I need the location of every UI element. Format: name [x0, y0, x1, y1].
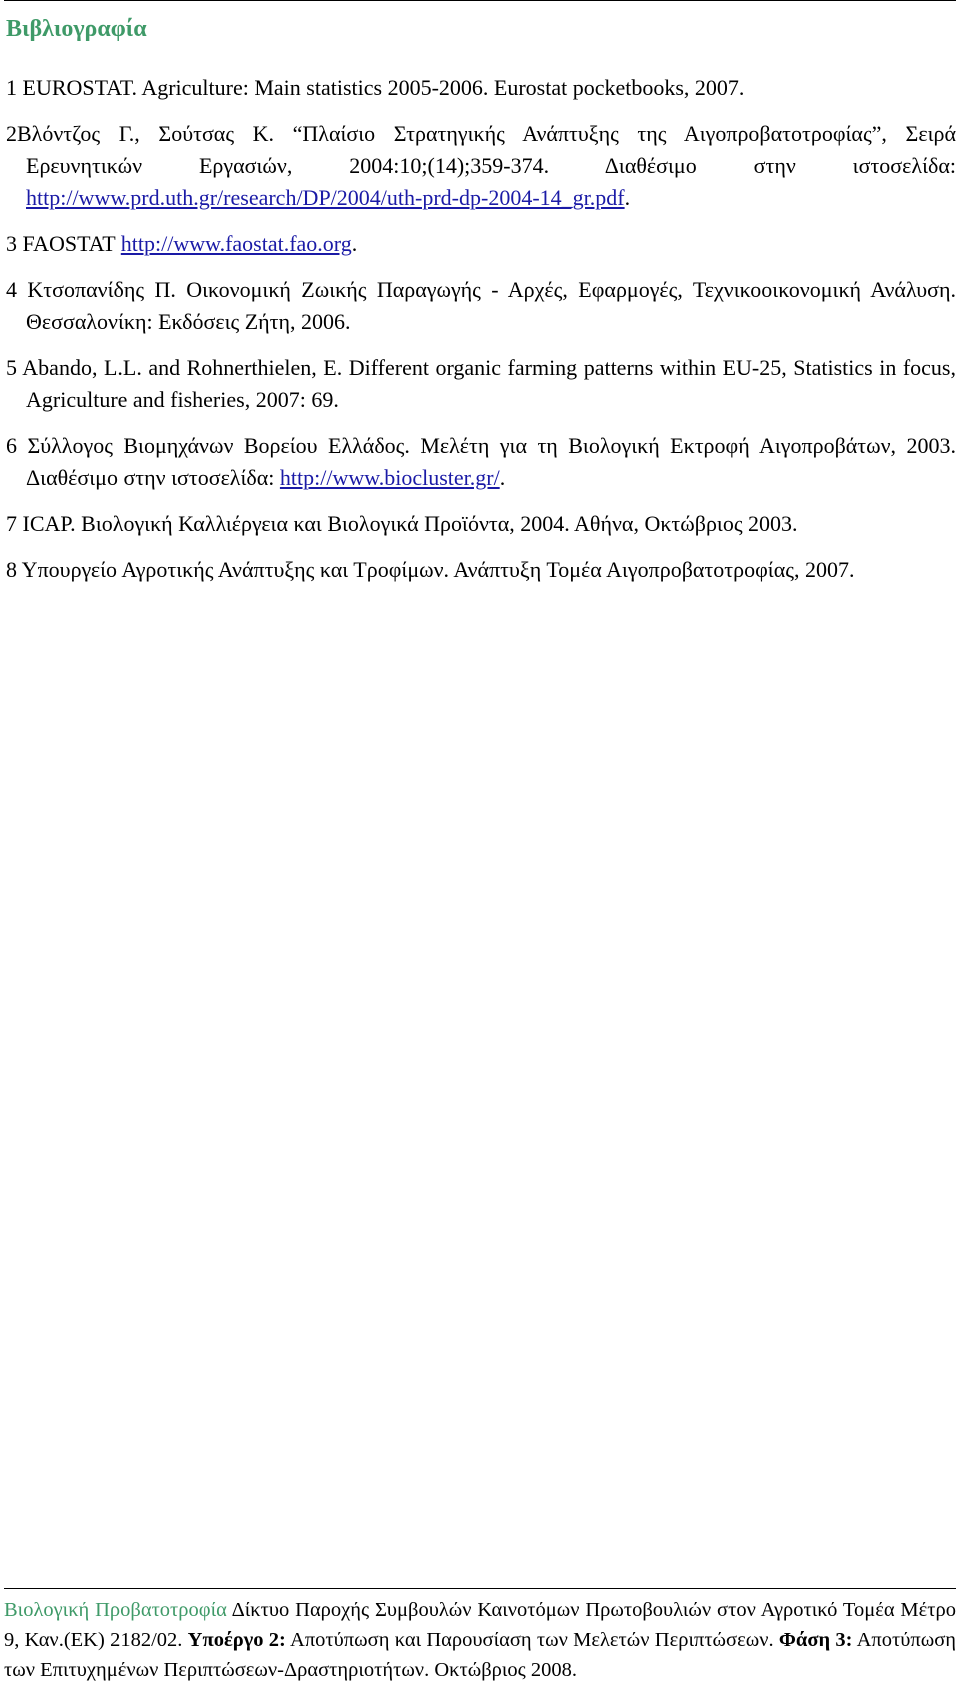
footer-text: Αποτύπωση των Επιτυχημένων Περιπτώσεων-Δραστηριοτήτων. Οκτώβριος 2008. — [4, 1629, 956, 1681]
reference-text: 4 Κτσοπανίδης Π. Οικονομική Ζωικής Παραγωγής - Αρχές, Εφαρμογές, Τεχνικοοικονομική Ανάλυση. Θεσσαλονίκη: Εκδόσεις Ζήτη, 2006. — [6, 277, 956, 334]
footer-text: Δίκτυο Παροχής Συμβουλών Καινοτόμων Πρωτοβουλιών στον Αγροτικό Τομέα Μέτρο 9, Καν.(ΕΚ) 2182/02. — [4, 1599, 956, 1651]
reference-text: 1 EUROSTAT. Agriculture: Main statistics 2005-2006. Eurostat pocketbooks, 2007. — [6, 75, 745, 100]
reference-item-4 — [6, 274, 956, 338]
reference-item-5 — [6, 352, 956, 416]
page-footer — [4, 1588, 956, 1685]
footer-project-title: Βιολογική Προβατοτροφία — [4, 1599, 227, 1621]
reference-item-2 — [6, 118, 956, 214]
reference-link[interactable]: http://www.biocluster.gr/ — [279, 465, 500, 490]
reference-item-8 — [6, 554, 956, 586]
reference-item-1 — [6, 72, 956, 104]
footer-bold-label: Φάση 3: — [778, 1629, 853, 1651]
footer-text: Αποτύπωση και Παρουσίαση των Μελετών Περιπτώσεων. — [285, 1629, 779, 1651]
reference-text: 2Βλόντζος Γ., Σούτσας Κ. “Πλαίσιο Στρατηγικής Ανάπτυξης της Αιγοπροβατοτροφίας”, Σειρά Ερευνητικών Εργασιών, 2004:10;(14);359-374. Διαθέσιμο στην ιστοσελίδα: — [6, 121, 956, 178]
reference-item-3 — [6, 228, 956, 260]
reference-suffix: . — [351, 231, 358, 256]
reference-link[interactable]: http://www.prd.uth.gr/research/DP/2004/uth-prd-dp-2004-14_gr.pdf — [26, 185, 625, 210]
reference-link[interactable]: http://www.faostat.fao.org — [120, 231, 352, 256]
reference-list — [6, 72, 956, 586]
reference-suffix: . — [624, 185, 631, 210]
reference-item-6 — [6, 430, 956, 494]
reference-text: 3 FAOSTAT — [6, 231, 121, 256]
reference-text: 6 Σύλλογος Βιομηχάνων Βορείου Ελλάδος. Μελέτη για τη Βιολογική Εκτροφή Αιγοπροβάτων, 2003. Διαθέσιμο στην ιστοσελίδα: — [6, 433, 956, 490]
reference-suffix: . — [499, 465, 506, 490]
reference-item-7 — [6, 508, 956, 540]
reference-text: 5 Abando, L.L. and Rohnerthielen, E. Different organic farming patterns within EU-25, Statistics in focus, Agriculture and fisheries, 2007: 69. — [6, 355, 956, 412]
footer-bold-label: Υποέργο 2: — [187, 1629, 286, 1651]
page-heading: Βιβλιογραφία — [6, 16, 147, 42]
reference-text: 8 Υπουργείο Αγροτικής Ανάπτυξης και Τροφίμων. Ανάπτυξη Τομέα Αιγοπροβατοτροφίας, 2007. — [6, 557, 855, 582]
reference-text: 7 ICAP. Βιολογική Καλλιέργεια και Βιολογικά Προϊόντα, 2004. Αθήνα, Οκτώβριος 2003. — [6, 511, 798, 536]
top-rule — [4, 0, 956, 1]
